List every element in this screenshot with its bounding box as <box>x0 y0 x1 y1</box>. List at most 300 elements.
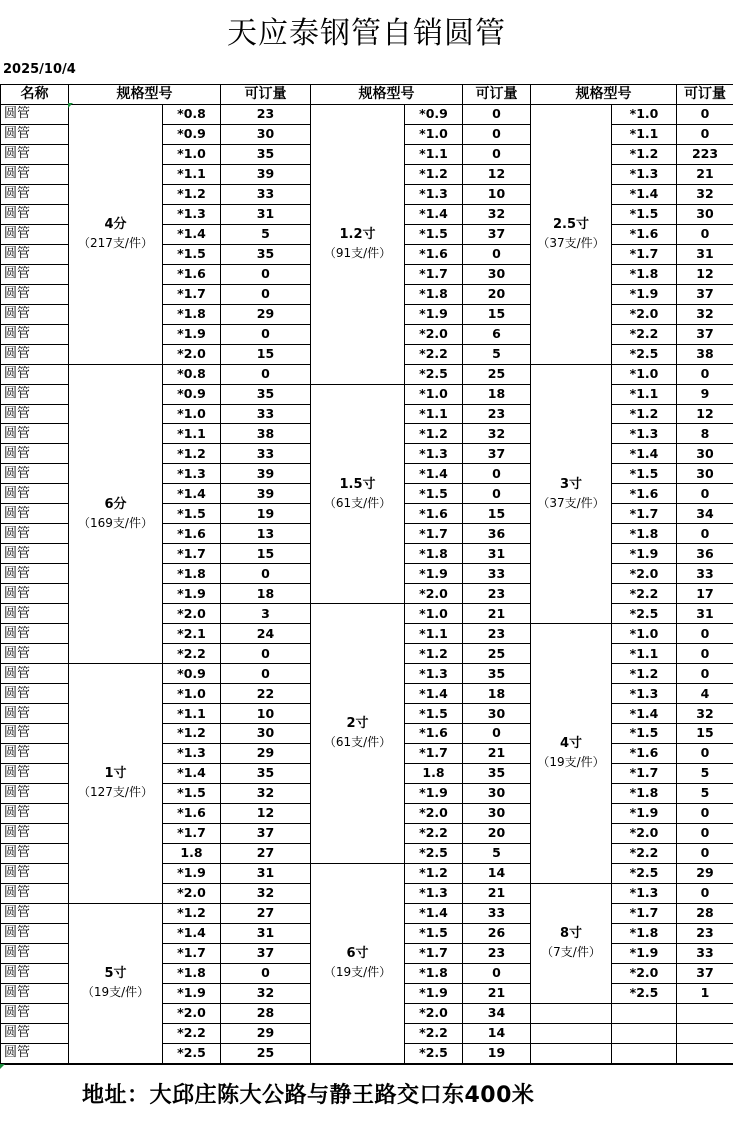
thickness-cell: *1.3 <box>405 664 463 684</box>
thickness-cell: *1.5 <box>163 244 221 264</box>
quantity-cell: 0 <box>221 564 311 584</box>
quantity-cell: 8 <box>677 424 733 444</box>
quantity-cell: 0 <box>677 484 733 504</box>
item-name-cell: 圆管 <box>1 664 69 684</box>
item-name-cell: 圆管 <box>1 644 69 664</box>
thickness-cell: *2.0 <box>163 344 221 364</box>
thickness-cell: *1.5 <box>163 504 221 524</box>
quantity-cell: 3 <box>221 604 311 624</box>
size-label: 6寸 <box>346 946 369 962</box>
item-name-cell: 圆管 <box>1 484 69 504</box>
thickness-cell: *1.5 <box>612 464 677 484</box>
thickness-cell: *1.8 <box>612 524 677 544</box>
quantity-cell: 0 <box>677 743 733 763</box>
header-spec: 规格型号 <box>311 85 463 105</box>
thickness-cell: *2.5 <box>405 843 463 863</box>
thickness-cell: *1.3 <box>163 464 221 484</box>
thickness-cell: *1.0 <box>405 384 463 404</box>
thickness-cell: *1.4 <box>405 684 463 704</box>
quantity-cell: 21 <box>463 743 531 763</box>
thickness-cell: *1.7 <box>612 504 677 524</box>
empty-cell <box>531 1003 612 1023</box>
size-group-cell <box>69 364 163 664</box>
item-name-cell: 圆管 <box>1 184 69 204</box>
item-name-cell: 圆管 <box>1 983 69 1003</box>
size-group-cell <box>311 604 405 864</box>
thickness-cell: *1.4 <box>612 704 677 724</box>
quantity-cell: 0 <box>463 144 531 164</box>
quantity-cell: 32 <box>463 424 531 444</box>
item-name-cell: 圆管 <box>1 324 69 344</box>
thickness-cell: *1.7 <box>612 763 677 783</box>
thickness-cell: *1.1 <box>405 624 463 644</box>
thickness-cell: *1.6 <box>163 524 221 544</box>
item-name-cell: 圆管 <box>1 524 69 544</box>
quantity-cell: 5 <box>463 843 531 863</box>
quantity-cell: 0 <box>221 644 311 664</box>
quantity-cell: 30 <box>221 124 311 144</box>
quantity-cell: 0 <box>677 823 733 843</box>
thickness-cell: *1.4 <box>405 204 463 224</box>
quantity-cell: 33 <box>463 564 531 584</box>
thickness-cell: *2.5 <box>612 863 677 883</box>
quantity-cell: 15 <box>221 344 311 364</box>
quantity-cell: 30 <box>221 724 311 744</box>
quantity-cell: 0 <box>463 963 531 983</box>
thickness-cell: *2.0 <box>163 883 221 903</box>
quantity-cell: 29 <box>221 743 311 763</box>
thickness-cell: *1.6 <box>405 724 463 744</box>
thickness-cell: *2.0 <box>612 823 677 843</box>
item-name-cell: 圆管 <box>1 544 69 564</box>
size-label: 4寸 <box>559 736 583 752</box>
stock-table <box>0 84 733 1064</box>
thickness-cell: *1.9 <box>405 783 463 803</box>
quantity-cell: 6 <box>463 324 531 344</box>
quantity-cell: 15 <box>221 544 311 564</box>
item-name-cell: 圆管 <box>1 164 69 184</box>
thickness-cell: *1.9 <box>612 284 677 304</box>
size-label: 6分 <box>104 496 127 512</box>
thickness-cell: *1.0 <box>163 684 221 704</box>
quantity-cell: 18 <box>463 684 531 704</box>
thickness-cell: *1.4 <box>405 464 463 484</box>
thickness-cell: *1.7 <box>405 524 463 544</box>
quantity-cell: 0 <box>221 664 311 684</box>
item-name-cell: 圆管 <box>1 743 69 763</box>
quantity-cell: 37 <box>221 943 311 963</box>
thickness-cell: *2.0 <box>612 963 677 983</box>
item-name-cell: 圆管 <box>1 224 69 244</box>
pieces-per-bundle: （127支/件） <box>78 785 153 800</box>
thickness-cell: *1.7 <box>405 943 463 963</box>
quantity-cell: 30 <box>677 464 733 484</box>
thickness-cell: *1.8 <box>405 544 463 564</box>
quantity-cell: 31 <box>221 204 311 224</box>
thickness-cell: *1.4 <box>163 763 221 783</box>
quantity-cell: 32 <box>221 783 311 803</box>
quantity-cell: 30 <box>677 444 733 464</box>
thickness-cell: *2.2 <box>612 324 677 344</box>
thickness-cell: *2.0 <box>163 1003 221 1023</box>
quantity-cell: 0 <box>677 664 733 684</box>
thickness-cell: *1.8 <box>163 304 221 324</box>
quantity-cell: 31 <box>221 863 311 883</box>
item-name-cell: 圆管 <box>1 304 69 324</box>
quantity-cell: 19 <box>463 1043 531 1064</box>
quantity-cell: 36 <box>677 544 733 564</box>
thickness-cell: *0.9 <box>163 664 221 684</box>
item-name-cell: 圆管 <box>1 264 69 284</box>
thickness-cell: *1.2 <box>612 144 677 164</box>
thickness-cell: *1.4 <box>612 184 677 204</box>
quantity-cell: 37 <box>677 324 733 344</box>
thickness-cell: *1.3 <box>163 204 221 224</box>
thickness-cell: *2.0 <box>612 304 677 324</box>
thickness-cell: *1.7 <box>163 943 221 963</box>
quantity-cell: 21 <box>463 604 531 624</box>
thickness-cell: *1.5 <box>405 224 463 244</box>
thickness-cell: *1.5 <box>612 724 677 744</box>
empty-cell <box>531 1023 612 1043</box>
quantity-cell: 30 <box>463 803 531 823</box>
quantity-cell: 33 <box>463 903 531 923</box>
thickness-cell: *1.6 <box>612 743 677 763</box>
thickness-cell: *1.8 <box>612 923 677 943</box>
item-name-cell: 圆管 <box>1 943 69 963</box>
thickness-cell: 1.8 <box>405 763 463 783</box>
item-name-cell: 圆管 <box>1 1003 69 1023</box>
quantity-cell: 32 <box>463 204 531 224</box>
quantity-cell: 0 <box>221 963 311 983</box>
quantity-cell: 5 <box>221 224 311 244</box>
thickness-cell: *1.6 <box>163 264 221 284</box>
thickness-cell: *1.2 <box>405 644 463 664</box>
size-group-cell <box>531 104 612 364</box>
empty-cell <box>677 1043 733 1064</box>
thickness-cell: *1.3 <box>405 444 463 464</box>
quantity-cell: 33 <box>221 404 311 424</box>
size-label: 1.2寸 <box>339 227 376 243</box>
quantity-cell: 35 <box>221 144 311 164</box>
thickness-cell: *1.3 <box>405 184 463 204</box>
size-group-cell <box>311 104 405 384</box>
thickness-cell: *1.2 <box>163 444 221 464</box>
quantity-cell: 0 <box>677 843 733 863</box>
empty-cell <box>677 1003 733 1023</box>
thickness-cell: *0.9 <box>163 124 221 144</box>
thickness-cell: *1.2 <box>405 424 463 444</box>
header-spec: 规格型号 <box>69 85 221 105</box>
thickness-cell: *1.6 <box>612 224 677 244</box>
quantity-cell: 0 <box>677 224 733 244</box>
pieces-per-bundle: （19支/件） <box>81 985 150 1000</box>
size-group-cell <box>69 903 163 1063</box>
cell-comment-marker <box>0 1064 5 1069</box>
thickness-cell: *1.5 <box>612 204 677 224</box>
quantity-cell: 31 <box>677 244 733 264</box>
quantity-cell: 31 <box>221 923 311 943</box>
quantity-cell: 0 <box>463 724 531 744</box>
header-row <box>1 85 733 105</box>
quantity-cell: 38 <box>221 424 311 444</box>
thickness-cell: *1.4 <box>163 484 221 504</box>
size-label: 1.5寸 <box>339 476 376 492</box>
thickness-cell: *2.5 <box>405 364 463 384</box>
quantity-cell: 27 <box>221 843 311 863</box>
thickness-cell: *1.2 <box>405 863 463 883</box>
item-name-cell: 圆管 <box>1 724 69 744</box>
quantity-cell: 0 <box>221 264 311 284</box>
item-name-cell: 圆管 <box>1 883 69 903</box>
thickness-cell: *1.5 <box>405 484 463 504</box>
item-name-cell: 圆管 <box>1 144 69 164</box>
thickness-cell: *1.1 <box>405 404 463 424</box>
thickness-cell: *2.2 <box>612 843 677 863</box>
quantity-cell: 34 <box>463 1003 531 1023</box>
table-row <box>1 104 733 124</box>
thickness-cell: *1.8 <box>163 564 221 584</box>
item-name-cell: 圆管 <box>1 444 69 464</box>
quantity-cell: 25 <box>221 1043 311 1064</box>
thickness-cell: *1.3 <box>612 684 677 704</box>
thickness-cell: *1.9 <box>405 983 463 1003</box>
quantity-cell: 37 <box>677 284 733 304</box>
quantity-cell: 28 <box>677 903 733 923</box>
quantity-cell: 5 <box>677 783 733 803</box>
quantity-cell: 17 <box>677 584 733 604</box>
item-name-cell: 圆管 <box>1 364 69 384</box>
item-name-cell: 圆管 <box>1 803 69 823</box>
thickness-cell: 1.8 <box>163 843 221 863</box>
quantity-cell: 34 <box>677 504 733 524</box>
quantity-cell: 0 <box>463 484 531 504</box>
quantity-cell: 32 <box>221 883 311 903</box>
thickness-cell: *1.1 <box>612 384 677 404</box>
quantity-cell: 32 <box>677 184 733 204</box>
item-name-cell: 圆管 <box>1 963 69 983</box>
thickness-cell: *1.5 <box>405 704 463 724</box>
thickness-cell: *1.8 <box>405 963 463 983</box>
thickness-cell: *1.2 <box>405 164 463 184</box>
thickness-cell: *1.9 <box>612 544 677 564</box>
item-name-cell: 圆管 <box>1 684 69 704</box>
report-date: 2025/10/4 <box>3 62 76 77</box>
quantity-cell: 29 <box>221 304 311 324</box>
thickness-cell: *2.5 <box>163 1043 221 1064</box>
quantity-cell: 23 <box>463 943 531 963</box>
quantity-cell: 31 <box>677 604 733 624</box>
quantity-cell: 0 <box>221 364 311 384</box>
pieces-per-bundle: （19支/件） <box>323 965 392 980</box>
quantity-cell: 0 <box>221 324 311 344</box>
quantity-cell: 33 <box>221 184 311 204</box>
quantity-cell: 27 <box>221 903 311 923</box>
quantity-cell: 0 <box>463 464 531 484</box>
thickness-cell: *1.1 <box>612 124 677 144</box>
quantity-cell: 29 <box>677 863 733 883</box>
thickness-cell: *2.0 <box>612 564 677 584</box>
quantity-cell: 21 <box>463 883 531 903</box>
thickness-cell: *1.7 <box>163 823 221 843</box>
quantity-cell: 23 <box>677 923 733 943</box>
item-name-cell: 圆管 <box>1 604 69 624</box>
thickness-cell: *0.9 <box>163 384 221 404</box>
thickness-cell: *1.1 <box>612 644 677 664</box>
quantity-cell: 0 <box>677 883 733 903</box>
quantity-cell: 30 <box>463 704 531 724</box>
pieces-per-bundle: （7支/件） <box>541 945 601 960</box>
header-spec: 规格型号 <box>531 85 677 105</box>
quantity-cell: 32 <box>677 704 733 724</box>
size-group-cell <box>311 863 405 1063</box>
size-group-cell <box>69 664 163 904</box>
quantity-cell: 12 <box>463 164 531 184</box>
pieces-per-bundle: （61支/件） <box>323 735 392 750</box>
size-label: 3寸 <box>559 476 583 492</box>
quantity-cell: 33 <box>677 943 733 963</box>
thickness-cell: *2.2 <box>612 584 677 604</box>
item-name-cell: 圆管 <box>1 204 69 224</box>
thickness-cell: *2.2 <box>163 1023 221 1043</box>
thickness-cell: *1.4 <box>163 224 221 244</box>
quantity-cell: 21 <box>463 983 531 1003</box>
size-label: 2寸 <box>346 716 369 732</box>
quantity-cell: 0 <box>463 104 531 124</box>
quantity-cell: 14 <box>463 1023 531 1043</box>
thickness-cell: *1.8 <box>163 963 221 983</box>
quantity-cell: 25 <box>463 644 531 664</box>
thickness-cell: *1.9 <box>163 324 221 344</box>
thickness-cell: *1.5 <box>163 783 221 803</box>
pieces-per-bundle: （217支/件） <box>78 236 153 251</box>
quantity-cell: 33 <box>221 444 311 464</box>
thickness-cell: *1.9 <box>612 803 677 823</box>
thickness-cell: *1.7 <box>612 903 677 923</box>
thickness-cell: *2.0 <box>405 584 463 604</box>
quantity-cell: 39 <box>221 484 311 504</box>
thickness-cell: *2.0 <box>405 1003 463 1023</box>
quantity-cell: 10 <box>463 184 531 204</box>
item-name-cell: 圆管 <box>1 464 69 484</box>
thickness-cell: *1.5 <box>405 923 463 943</box>
thickness-cell: *1.7 <box>612 244 677 264</box>
thickness-cell: *0.9 <box>405 104 463 124</box>
item-name-cell: 圆管 <box>1 124 69 144</box>
quantity-cell: 15 <box>463 304 531 324</box>
thickness-cell: *1.0 <box>405 604 463 624</box>
quantity-cell: 30 <box>463 783 531 803</box>
item-name-cell: 圆管 <box>1 823 69 843</box>
thickness-cell: *1.2 <box>163 184 221 204</box>
quantity-cell: 36 <box>463 524 531 544</box>
thickness-cell: *2.5 <box>405 1043 463 1064</box>
thickness-cell: *1.0 <box>405 124 463 144</box>
quantity-cell: 38 <box>677 344 733 364</box>
thickness-cell: *1.8 <box>405 284 463 304</box>
quantity-cell: 28 <box>221 1003 311 1023</box>
item-name-cell: 圆管 <box>1 344 69 364</box>
quantity-cell: 33 <box>677 564 733 584</box>
size-group-cell <box>531 364 612 624</box>
size-group-cell <box>311 384 405 604</box>
quantity-cell: 20 <box>463 284 531 304</box>
quantity-cell: 0 <box>221 284 311 304</box>
thickness-cell: *1.3 <box>163 743 221 763</box>
thickness-cell: *1.0 <box>612 624 677 644</box>
pieces-per-bundle: （37支/件） <box>537 495 605 510</box>
pieces-per-bundle: （37支/件） <box>537 236 605 251</box>
size-label: 1寸 <box>104 766 127 782</box>
thickness-cell: *1.7 <box>163 544 221 564</box>
quantity-cell: 4 <box>677 684 733 704</box>
quantity-cell: 0 <box>677 104 733 124</box>
thickness-cell: *2.0 <box>163 604 221 624</box>
thickness-cell: *2.5 <box>612 344 677 364</box>
thickness-cell: *2.2 <box>163 644 221 664</box>
thickness-cell: *1.3 <box>405 883 463 903</box>
quantity-cell: 0 <box>677 524 733 544</box>
thickness-cell: *0.8 <box>163 364 221 384</box>
size-label: 8寸 <box>559 926 583 942</box>
quantity-cell: 0 <box>677 624 733 644</box>
page-title: 天应泰钢管自销圆管 <box>227 16 506 51</box>
quantity-cell: 25 <box>463 364 531 384</box>
item-name-cell: 圆管 <box>1 783 69 803</box>
quantity-cell: 9 <box>677 384 733 404</box>
thickness-cell: *1.4 <box>405 903 463 923</box>
quantity-cell: 35 <box>463 763 531 783</box>
thickness-cell: *1.1 <box>405 144 463 164</box>
quantity-cell: 32 <box>221 983 311 1003</box>
item-name-cell: 圆管 <box>1 863 69 883</box>
quantity-cell: 39 <box>221 464 311 484</box>
pieces-per-bundle: （19支/件） <box>537 755 605 770</box>
quantity-cell: 0 <box>463 124 531 144</box>
thickness-cell: *1.0 <box>612 104 677 124</box>
item-name-cell: 圆管 <box>1 504 69 524</box>
item-name-cell: 圆管 <box>1 1023 69 1043</box>
pieces-per-bundle: （61支/件） <box>323 495 392 510</box>
thickness-cell: *1.6 <box>405 244 463 264</box>
address-text: 地址：大邱庄陈大公路与静王路交口东400米 <box>82 1083 535 1108</box>
empty-cell <box>612 1043 677 1064</box>
size-label: 4分 <box>104 217 127 233</box>
thickness-cell: *1.0 <box>163 144 221 164</box>
header-qty: 可订量 <box>677 85 733 105</box>
footer <box>0 1064 733 1121</box>
quantity-cell: 18 <box>463 384 531 404</box>
size-label: 2.5寸 <box>552 217 590 233</box>
item-name-cell: 圆管 <box>1 564 69 584</box>
thickness-cell: *1.1 <box>163 424 221 444</box>
thickness-cell: *2.1 <box>163 624 221 644</box>
thickness-cell: *1.2 <box>163 724 221 744</box>
item-name-cell: 圆管 <box>1 244 69 264</box>
quantity-cell: 35 <box>463 664 531 684</box>
thickness-cell: *1.9 <box>163 584 221 604</box>
thickness-cell: *2.2 <box>405 1023 463 1043</box>
thickness-cell: *1.3 <box>612 424 677 444</box>
quantity-cell: 26 <box>463 923 531 943</box>
quantity-cell: 12 <box>221 803 311 823</box>
thickness-cell: *2.2 <box>405 823 463 843</box>
size-group-cell <box>531 624 612 884</box>
empty-cell <box>531 1043 612 1064</box>
item-name-cell: 圆管 <box>1 843 69 863</box>
quantity-cell: 12 <box>677 404 733 424</box>
item-name-cell: 圆管 <box>1 923 69 943</box>
